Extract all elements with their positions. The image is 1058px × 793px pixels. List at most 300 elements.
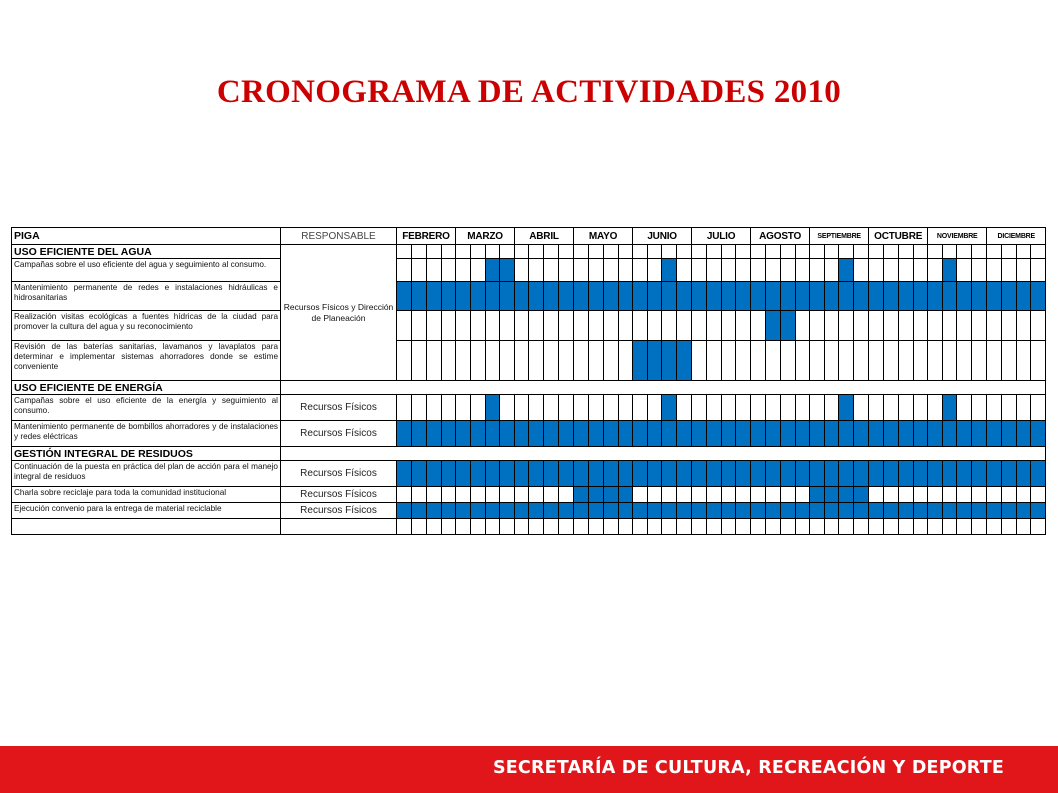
scheduled-week-cell	[589, 461, 604, 487]
week-cell	[928, 341, 943, 381]
scheduled-week-cell	[914, 461, 928, 487]
scheduled-week-cell	[442, 421, 456, 447]
activity-row	[12, 503, 1046, 519]
scheduled-week-cell	[500, 259, 515, 282]
week-cell	[486, 311, 500, 341]
scheduled-week-cell	[854, 282, 869, 311]
scheduled-week-cell	[943, 259, 957, 282]
week-cell	[751, 487, 766, 503]
scheduled-week-cell	[544, 282, 559, 311]
week-cell	[869, 245, 884, 259]
week-cell	[796, 519, 810, 535]
scheduled-week-cell	[633, 461, 648, 487]
scheduled-week-cell	[987, 282, 1002, 311]
scheduled-week-cell	[529, 503, 544, 519]
week-cell	[736, 487, 751, 503]
week-cell	[677, 519, 692, 535]
week-cell	[471, 245, 486, 259]
week-cell	[810, 341, 825, 381]
week-cell	[559, 341, 574, 381]
header-responsible: RESPONSABLE	[281, 228, 397, 245]
page-title: CRONOGRAMA DE ACTIVIDADES 2010	[216, 74, 842, 110]
week-cell	[943, 487, 957, 503]
week-cell	[972, 395, 987, 421]
week-cell	[722, 311, 736, 341]
week-cell	[619, 341, 633, 381]
week-cell	[943, 245, 957, 259]
scheduled-week-cell	[899, 282, 914, 311]
week-cell	[515, 311, 529, 341]
week-cell	[972, 259, 987, 282]
scheduled-week-cell	[677, 341, 692, 381]
activity-label: Mantenimiento permanente de bombillos ahorradores y de instalaciones y redes eléctricas	[12, 421, 281, 447]
scheduled-week-cell	[486, 259, 500, 282]
scheduled-week-cell	[766, 461, 781, 487]
week-cell	[766, 395, 781, 421]
scheduled-week-cell	[692, 282, 707, 311]
week-cell	[707, 519, 722, 535]
week-cell	[1002, 259, 1017, 282]
scheduled-week-cell	[471, 282, 486, 311]
week-cell	[412, 519, 427, 535]
scheduled-week-cell	[796, 461, 810, 487]
week-cell	[825, 259, 839, 282]
week-cell	[972, 519, 987, 535]
week-cell	[987, 395, 1002, 421]
section-label: USO EFICIENTE DE ENERGÍA	[12, 381, 281, 395]
scheduled-week-cell	[825, 503, 839, 519]
week-cell	[1017, 341, 1031, 381]
week-cell	[987, 311, 1002, 341]
week-cell	[972, 245, 987, 259]
responsible-label: Recursos Físicos	[281, 461, 397, 487]
week-cell	[574, 519, 589, 535]
week-cell	[707, 311, 722, 341]
scheduled-week-cell	[397, 503, 412, 519]
scheduled-week-cell	[943, 421, 957, 447]
scheduled-week-cell	[574, 421, 589, 447]
scheduled-week-cell	[810, 461, 825, 487]
week-cell	[810, 519, 825, 535]
scheduled-week-cell	[928, 461, 943, 487]
scheduled-week-cell	[397, 461, 412, 487]
week-cell	[914, 395, 928, 421]
scheduled-week-cell	[825, 421, 839, 447]
week-cell	[397, 341, 412, 381]
week-cell	[899, 341, 914, 381]
scheduled-week-cell	[529, 282, 544, 311]
scheduled-week-cell	[869, 421, 884, 447]
scheduled-week-cell	[914, 282, 928, 311]
scheduled-week-cell	[471, 461, 486, 487]
week-cell	[1017, 395, 1031, 421]
scheduled-week-cell	[619, 487, 633, 503]
week-cell	[500, 395, 515, 421]
scheduled-week-cell	[751, 461, 766, 487]
week-cell	[529, 259, 544, 282]
scheduled-week-cell	[442, 503, 456, 519]
scheduled-week-cell	[456, 421, 471, 447]
scheduled-week-cell	[854, 461, 869, 487]
scheduled-week-cell	[869, 461, 884, 487]
week-cell	[442, 311, 456, 341]
scheduled-week-cell	[707, 461, 722, 487]
week-cell	[412, 259, 427, 282]
scheduled-week-cell	[574, 487, 589, 503]
week-cell	[869, 487, 884, 503]
month-header-agosto: AGOSTO	[751, 228, 810, 245]
scheduled-week-cell	[442, 282, 456, 311]
activity-label: Realización visitas ecológicas a fuentes hídricas de la ciudad para promover la cultura del agua y su reconocimiento	[12, 311, 281, 341]
week-cell	[781, 487, 796, 503]
scheduled-week-cell	[619, 421, 633, 447]
scheduled-week-cell	[854, 487, 869, 503]
week-cell	[899, 487, 914, 503]
scheduled-week-cell	[914, 503, 928, 519]
week-cell	[589, 341, 604, 381]
scheduled-week-cell	[972, 503, 987, 519]
week-cell	[957, 245, 972, 259]
week-cell	[515, 487, 529, 503]
scheduled-week-cell	[559, 503, 574, 519]
week-cell	[1002, 395, 1017, 421]
week-cell	[722, 519, 736, 535]
week-cell	[796, 487, 810, 503]
scheduled-week-cell	[899, 503, 914, 519]
scheduled-week-cell	[677, 503, 692, 519]
scheduled-week-cell	[1002, 282, 1017, 311]
week-cell	[677, 395, 692, 421]
scheduled-week-cell	[486, 282, 500, 311]
month-header-marzo: MARZO	[456, 228, 515, 245]
week-cell	[442, 245, 456, 259]
scheduled-week-cell	[574, 282, 589, 311]
scheduled-week-cell	[515, 461, 529, 487]
scheduled-week-cell	[972, 421, 987, 447]
scheduled-week-cell	[707, 503, 722, 519]
scheduled-week-cell	[662, 282, 677, 311]
scheduled-week-cell	[781, 461, 796, 487]
scheduled-week-cell	[839, 503, 854, 519]
week-cell	[471, 395, 486, 421]
week-cell	[574, 245, 589, 259]
scheduled-week-cell	[1017, 421, 1031, 447]
scheduled-week-cell	[1031, 282, 1046, 311]
week-cell	[589, 519, 604, 535]
scheduled-week-cell	[604, 461, 619, 487]
scheduled-week-cell	[1017, 503, 1031, 519]
week-cell	[751, 259, 766, 282]
scheduled-week-cell	[884, 503, 899, 519]
scheduled-week-cell	[604, 503, 619, 519]
week-cell	[766, 519, 781, 535]
week-cell	[796, 341, 810, 381]
scheduled-week-cell	[427, 461, 442, 487]
scheduled-week-cell	[839, 421, 854, 447]
week-cell	[500, 341, 515, 381]
week-cell	[884, 341, 899, 381]
week-cell	[854, 259, 869, 282]
week-cell	[1031, 245, 1046, 259]
scheduled-week-cell	[1002, 503, 1017, 519]
scheduled-week-cell	[559, 282, 574, 311]
activity-label: Continuación de la puesta en práctica del plan de acción para el manejo integral de residuos	[12, 461, 281, 487]
week-cell	[957, 395, 972, 421]
week-cell	[766, 259, 781, 282]
week-cell	[589, 245, 604, 259]
week-cell	[796, 311, 810, 341]
scheduled-week-cell	[1017, 461, 1031, 487]
scheduled-week-cell	[589, 282, 604, 311]
month-header-julio: JULIO	[692, 228, 751, 245]
week-cell	[662, 519, 677, 535]
week-cell	[692, 311, 707, 341]
header-activity: PIGA	[12, 228, 281, 245]
scheduled-week-cell	[884, 421, 899, 447]
week-cell	[544, 245, 559, 259]
scheduled-week-cell	[1031, 421, 1046, 447]
week-cell	[692, 487, 707, 503]
week-cell	[427, 341, 442, 381]
week-cell	[529, 487, 544, 503]
week-cell	[442, 487, 456, 503]
scheduled-week-cell	[456, 503, 471, 519]
week-cell	[987, 259, 1002, 282]
week-cell	[544, 395, 559, 421]
week-cell	[412, 395, 427, 421]
scheduled-week-cell	[751, 421, 766, 447]
scheduled-week-cell	[633, 282, 648, 311]
header-row	[12, 228, 1046, 245]
week-cell	[1031, 259, 1046, 282]
week-cell	[839, 311, 854, 341]
week-cell	[928, 487, 943, 503]
week-cell	[1017, 259, 1031, 282]
week-cell	[899, 395, 914, 421]
week-cell	[854, 341, 869, 381]
activity-label: Campañas sobre el uso eficiente del agua y seguimiento al consumo.	[12, 259, 281, 282]
week-cell	[751, 341, 766, 381]
scheduled-week-cell	[722, 282, 736, 311]
week-cell	[899, 519, 914, 535]
week-cell	[486, 245, 500, 259]
section-row	[12, 381, 1046, 395]
week-cell	[1002, 487, 1017, 503]
week-cell	[957, 487, 972, 503]
week-cell	[486, 519, 500, 535]
week-cell	[619, 245, 633, 259]
scheduled-week-cell	[943, 461, 957, 487]
week-cell	[500, 519, 515, 535]
scheduled-week-cell	[633, 421, 648, 447]
scheduled-week-cell	[957, 461, 972, 487]
week-cell	[633, 311, 648, 341]
scheduled-week-cell	[796, 282, 810, 311]
week-cell	[677, 487, 692, 503]
scheduled-week-cell	[515, 282, 529, 311]
week-cell	[722, 341, 736, 381]
scheduled-week-cell	[736, 461, 751, 487]
scheduled-week-cell	[825, 282, 839, 311]
week-cell	[1002, 311, 1017, 341]
responsible-label: Recursos Físicos	[281, 503, 397, 519]
scheduled-week-cell	[692, 421, 707, 447]
week-cell	[604, 519, 619, 535]
scheduled-week-cell	[928, 282, 943, 311]
scheduled-week-cell	[957, 282, 972, 311]
week-cell	[928, 311, 943, 341]
responsible-label: Recursos Físicos	[281, 487, 397, 503]
week-cell	[928, 395, 943, 421]
week-cell	[1031, 395, 1046, 421]
scheduled-week-cell	[486, 461, 500, 487]
week-cell	[456, 311, 471, 341]
week-cell	[574, 259, 589, 282]
week-cell	[529, 395, 544, 421]
week-cell	[707, 341, 722, 381]
scheduled-week-cell	[1031, 503, 1046, 519]
week-cell	[604, 341, 619, 381]
week-cell	[677, 245, 692, 259]
week-cell	[471, 311, 486, 341]
week-cell	[781, 519, 796, 535]
week-cell	[486, 341, 500, 381]
week-cell	[810, 311, 825, 341]
week-cell	[442, 395, 456, 421]
activity-row	[12, 487, 1046, 503]
week-cell	[589, 395, 604, 421]
week-cell	[589, 311, 604, 341]
week-cell	[397, 259, 412, 282]
section-row	[12, 245, 1046, 259]
scheduled-week-cell	[648, 503, 662, 519]
week-cell	[972, 311, 987, 341]
scheduled-week-cell	[677, 282, 692, 311]
week-cell	[648, 311, 662, 341]
week-cell	[1031, 487, 1046, 503]
week-cell	[957, 519, 972, 535]
week-cell	[677, 259, 692, 282]
month-header-mayo: MAYO	[574, 228, 633, 245]
week-cell	[589, 259, 604, 282]
month-header-abril: ABRIL	[515, 228, 574, 245]
scheduled-week-cell	[854, 421, 869, 447]
scheduled-week-cell	[633, 341, 648, 381]
week-cell	[796, 395, 810, 421]
week-cell	[427, 311, 442, 341]
week-cell	[604, 311, 619, 341]
scheduled-week-cell	[692, 461, 707, 487]
section-row	[12, 447, 1046, 461]
scheduled-week-cell	[486, 421, 500, 447]
scheduled-week-cell	[412, 421, 427, 447]
scheduled-week-cell	[471, 503, 486, 519]
responsible-label: Recursos Físicos	[281, 421, 397, 447]
week-cell	[722, 395, 736, 421]
scheduled-week-cell	[1002, 461, 1017, 487]
scheduled-week-cell	[736, 282, 751, 311]
scheduled-week-cell	[751, 282, 766, 311]
week-cell	[957, 259, 972, 282]
week-cell	[515, 395, 529, 421]
scheduled-week-cell	[722, 421, 736, 447]
week-cell	[397, 311, 412, 341]
week-cell	[471, 341, 486, 381]
week-cell	[559, 311, 574, 341]
week-cell	[869, 341, 884, 381]
scheduled-week-cell	[899, 421, 914, 447]
week-cell	[796, 259, 810, 282]
week-cell	[810, 259, 825, 282]
scheduled-week-cell	[914, 421, 928, 447]
week-cell	[854, 395, 869, 421]
week-cell	[677, 311, 692, 341]
scheduled-week-cell	[884, 461, 899, 487]
week-cell	[544, 341, 559, 381]
week-cell	[972, 341, 987, 381]
week-cell	[559, 519, 574, 535]
week-cell	[839, 519, 854, 535]
scheduled-week-cell	[500, 282, 515, 311]
week-cell	[854, 519, 869, 535]
week-cell	[500, 245, 515, 259]
week-cell	[619, 259, 633, 282]
week-cell	[1017, 245, 1031, 259]
footer-bar	[0, 746, 1058, 793]
activity-label: Ejecución convenio para la entrega de material reciclable	[12, 503, 281, 519]
schedule-table	[11, 227, 1046, 535]
scheduled-week-cell	[781, 421, 796, 447]
scheduled-week-cell	[943, 503, 957, 519]
week-cell	[412, 487, 427, 503]
activity-row	[12, 421, 1046, 447]
week-cell	[987, 245, 1002, 259]
week-cell	[397, 245, 412, 259]
scheduled-week-cell	[633, 503, 648, 519]
scheduled-week-cell	[928, 421, 943, 447]
scheduled-week-cell	[604, 282, 619, 311]
week-cell	[500, 487, 515, 503]
week-cell	[884, 487, 899, 503]
week-cell	[529, 245, 544, 259]
week-cell	[456, 395, 471, 421]
scheduled-week-cell	[899, 461, 914, 487]
week-cell	[914, 487, 928, 503]
week-cell	[987, 487, 1002, 503]
week-cell	[928, 245, 943, 259]
scheduled-week-cell	[500, 421, 515, 447]
scheduled-week-cell	[972, 461, 987, 487]
week-cell	[1031, 519, 1046, 535]
week-cell	[486, 487, 500, 503]
week-cell	[914, 245, 928, 259]
week-cell	[1031, 311, 1046, 341]
activity-label: Mantenimiento permanente de redes e instalaciones hidráulicas e hidrosanitarias	[12, 282, 281, 311]
scheduled-week-cell	[559, 461, 574, 487]
scheduled-week-cell	[412, 503, 427, 519]
week-cell	[544, 519, 559, 535]
scheduled-week-cell	[736, 421, 751, 447]
week-cell	[869, 519, 884, 535]
week-cell	[736, 311, 751, 341]
scheduled-week-cell	[544, 461, 559, 487]
week-cell	[427, 519, 442, 535]
scheduled-week-cell	[810, 503, 825, 519]
footer-text: SECRETARÍA DE CULTURA, RECREACIÓN Y DEPORTE	[492, 758, 1004, 778]
week-cell	[574, 341, 589, 381]
activity-row	[12, 282, 1046, 311]
week-cell	[869, 311, 884, 341]
